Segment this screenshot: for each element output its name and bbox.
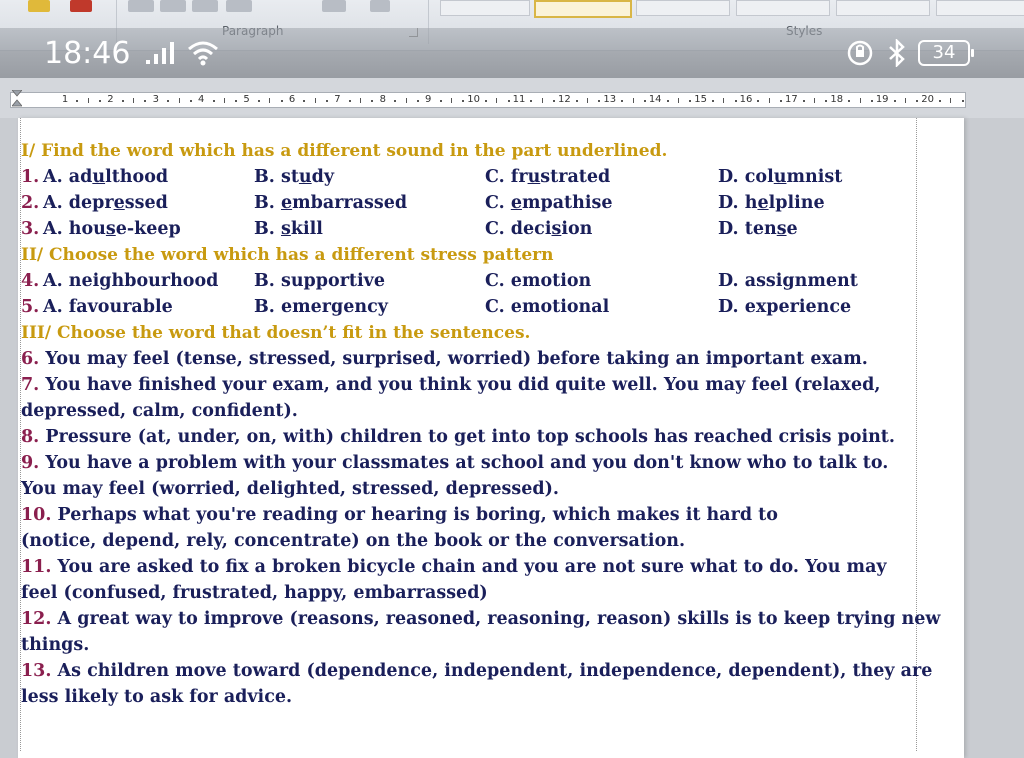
ruler-number: 1: [61, 94, 69, 105]
signal-strength-icon: [144, 42, 178, 66]
ruler-number: 13: [603, 94, 617, 105]
ruler-tick: [179, 98, 180, 103]
ruler-dot: [530, 100, 532, 102]
ruler-tick: [587, 98, 588, 103]
option-c: C. empathise: [485, 193, 613, 213]
ruler-dot: [213, 100, 215, 102]
option-a: A. depressed: [43, 193, 168, 213]
ruler-dot: [371, 100, 373, 102]
ruler-number: 18: [830, 94, 844, 105]
ruler-dot: [576, 100, 578, 102]
ruler-tick: [224, 98, 225, 103]
sentence-line: 6. You may feel (tense, stressed, surprised, worried) before taking an important exam.: [21, 349, 868, 369]
ruler-dot: [508, 100, 510, 102]
indent-marker-icon[interactable]: [12, 90, 22, 110]
ruler-number: 5: [243, 94, 250, 105]
sentence-line: 11. You are asked to fix a broken bicycle chain and you are not sure what to do. You may: [21, 557, 887, 577]
ruler-tick: [269, 98, 270, 103]
wifi-icon: [186, 38, 220, 68]
question-number: 2.: [21, 193, 40, 213]
ruler-dot: [825, 100, 827, 102]
ruler-dot: [598, 100, 600, 102]
ruler-tick: [496, 98, 497, 103]
question-number: 4.: [21, 271, 40, 291]
ruler-tick: [860, 98, 861, 103]
section2-heading: II/ Choose the word which has a different stress pattern: [21, 245, 554, 265]
ruler-dot: [916, 100, 918, 102]
sentence-line: (notice, depend, rely, concentrate) on the book or the conversation.: [21, 531, 686, 551]
battery-indicator: [918, 40, 970, 66]
ruler-number: 9: [425, 94, 432, 105]
ruler-number: 20: [921, 94, 934, 105]
question-row: [21, 268, 858, 294]
option-c: C. emotional: [485, 297, 610, 317]
ruler-dot: [939, 100, 941, 102]
right-margin-guide: [916, 118, 917, 751]
option-b: B. embarrassed: [254, 193, 408, 213]
option-d: D. tense: [718, 219, 798, 239]
ruler-tick: [723, 98, 724, 103]
option-b: B. emergency: [254, 297, 388, 317]
option-d: D. assignment: [718, 271, 858, 291]
ruler-dot: [99, 100, 101, 102]
ruler-number: 17: [785, 94, 798, 105]
ruler-number: 10: [467, 94, 480, 105]
option-b: B. supportive: [254, 271, 385, 291]
ruler-number: 7: [334, 94, 341, 105]
ruler-dot: [848, 100, 850, 102]
ruler-dot: [394, 100, 396, 102]
ruler-dot: [144, 100, 146, 102]
ruler-tick: [133, 98, 134, 103]
option-d: D. columnist: [718, 167, 843, 187]
ruler-dot: [485, 100, 487, 102]
option-a: A. favourable: [43, 297, 173, 317]
sentence-line: 12. A great way to improve (reasons, reasoned, reasoning, reason) skills is to keep trying new: [21, 609, 941, 629]
ruler-dot: [894, 100, 896, 102]
ruler-dot: [258, 100, 260, 102]
ruler-dot: [326, 100, 328, 102]
ruler-dot: [190, 100, 192, 102]
sentence-line: feel (confused, frustrated, happy, embarrassed): [21, 583, 488, 603]
sentence-line: 9. You have a problem with your classmates at school and you don't know who to talk to.: [21, 453, 889, 473]
phone-status-bar: [0, 28, 1024, 78]
ruler-dot: [76, 100, 78, 102]
ruler-number: 11: [512, 94, 526, 105]
option-c: C. emotion: [485, 271, 592, 291]
option-c: C. frustrated: [485, 167, 611, 187]
sentence-line: 13. As children move toward (dependence, independent, independence, dependent), they are: [21, 661, 933, 681]
ruler-dot: [167, 100, 169, 102]
option-a: A. adulthood: [43, 167, 169, 187]
ruler-tick: [406, 98, 407, 103]
sentence-line: 7. You have finished your exam, and you think you did quite well. You may feel (relaxed,: [21, 375, 881, 395]
ruler-number: 16: [739, 94, 753, 105]
ruler-dot: [235, 100, 237, 102]
question-row: [21, 216, 798, 242]
option-b: B. skill: [254, 219, 323, 239]
ruler-dot: [803, 100, 805, 102]
ruler-tick: [542, 98, 543, 103]
sentence-line: depressed, calm, confident).: [21, 401, 298, 421]
ruler-number: 3: [152, 94, 159, 105]
status-time: 18:46: [44, 36, 131, 71]
section1-heading: I/ Find the word which has a different sound in the part underlined.: [21, 141, 668, 161]
ruler-dot: [417, 100, 419, 102]
question-number: 5.: [21, 297, 40, 317]
sentence-line: You may feel (worried, delighted, stressed, depressed).: [21, 479, 559, 499]
ruler-dot: [553, 100, 555, 102]
sentence-line: less likely to ask for advice.: [21, 687, 293, 707]
ruler-number: 4: [198, 94, 205, 105]
ruler-tick: [905, 98, 906, 103]
ruler-dot: [122, 100, 124, 102]
ruler-dot: [667, 100, 669, 102]
ruler-number: 8: [379, 94, 386, 105]
ruler-dot: [689, 100, 691, 102]
ruler-dot: [349, 100, 351, 102]
ruler-number: 15: [694, 94, 707, 105]
question-number: 1.: [21, 167, 40, 187]
ruler-tick: [88, 98, 89, 103]
ruler-number: 2: [107, 94, 114, 105]
option-d: D. experience: [718, 297, 852, 317]
ruler-tick: [814, 98, 815, 103]
ruler-tick: [451, 98, 452, 103]
question-row: [21, 190, 825, 216]
option-a: A. house-keep: [43, 219, 181, 239]
question-number: 3.: [21, 219, 40, 239]
ruler-dot: [962, 100, 964, 102]
ruler-dot: [281, 100, 283, 102]
ruler-number: 6: [288, 94, 296, 105]
ruler-dot: [621, 100, 623, 102]
ruler-dot: [644, 100, 646, 102]
ruler-number: 12: [558, 94, 571, 105]
ruler-dot: [757, 100, 759, 102]
option-a: A. neighbourhood: [43, 271, 219, 291]
ruler-dot: [871, 100, 873, 102]
ruler-tick: [678, 98, 679, 103]
question-row: [21, 164, 843, 190]
ruler-dot: [735, 100, 737, 102]
ruler-tick: [315, 98, 316, 103]
option-d: D. helpline: [718, 193, 825, 213]
ruler-number: 14: [648, 94, 662, 105]
ruler-tick: [769, 98, 770, 103]
ruler-tick: [633, 98, 634, 103]
option-c: C. decision: [485, 219, 593, 239]
alarm-icon: [846, 39, 874, 67]
ruler-dot: [303, 100, 305, 102]
horizontal-ruler[interactable]: [10, 92, 966, 108]
ruler-dot: [712, 100, 714, 102]
bluetooth-icon: [884, 39, 910, 67]
question-row: [21, 294, 852, 320]
ruler-dot: [780, 100, 782, 102]
ruler-dot: [440, 100, 442, 102]
ruler-number: 19: [875, 94, 889, 105]
ruler-dot: [462, 100, 464, 102]
option-b: B. study: [254, 167, 335, 187]
battery-level: 34: [932, 42, 956, 63]
sentence-line: things.: [21, 635, 90, 655]
section3-heading: III/ Choose the word that doesn’t fit in the sentences.: [21, 323, 531, 343]
sentence-line: 10. Perhaps what you're reading or hearing is boring, which makes it hard to: [21, 505, 778, 525]
ruler-tick: [360, 98, 361, 103]
ruler-tick: [950, 98, 951, 103]
sentence-line: 8. Pressure (at, under, on, with) children to get into top schools has reached crisis point.: [21, 427, 895, 447]
